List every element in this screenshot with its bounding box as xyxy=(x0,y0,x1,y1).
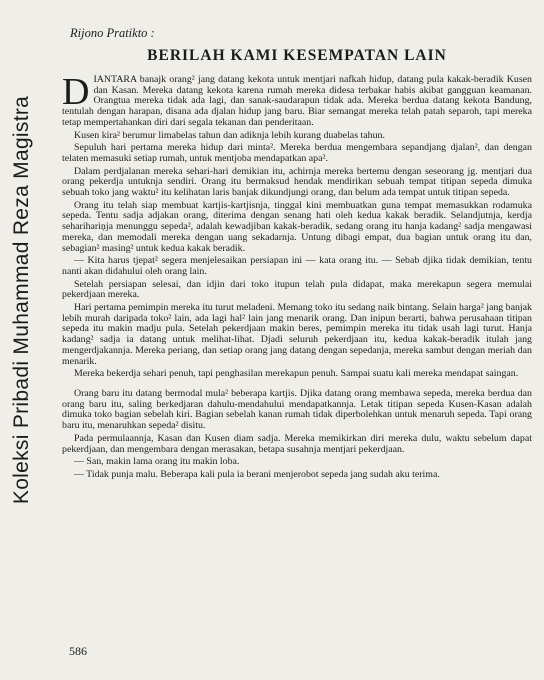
story-title: BERILAH KAMI KESEMPATAN LAIN xyxy=(147,47,447,64)
paragraph-13: — Tidak punja malu. Beberapa kali pula ia berani menjerobot sepeda jang sudah aku terima. xyxy=(74,468,440,480)
watermark-text: Koleksi Pribadi Muhammad Reza Magistra xyxy=(10,95,34,505)
paragraph-5: Orang itu telah siap membuat kartjis-kartjisnja, tinggal kini membuatkan guna tempat memasukkan rodamuka sepeda. Tentu sadja adjakan orang, diterima dengan senang hati oleh kedua kakak beradik. Selandjutnja, kerdja seharihariņja menunggu sepeda², adalah kewadjiban kakak-beradik, sedang orang itu hanja kadang² sadja mengawasi mereka, dan memodali mereka dengan uang sekadarnja. Untung dibagi empat, dua bagian untuk orang itu dan, sebagian² masing² untuk kedua kakak beradik. xyxy=(62,199,532,254)
document-page xyxy=(62,26,532,483)
paragraph-1 xyxy=(62,71,532,129)
paragraph-9: Mereka bekerdja sehari penuh, tapi penghasilan merekapun penuh. Sampai suatu kali mereka mendapat saingan. xyxy=(74,368,519,380)
paragraph-7: Setelah persiapan selesai, dan idjin dari toko itupun telah pula didapat, maka merekapun segera memulai pekerdjaan mereka. xyxy=(62,278,532,301)
paragraph-10: Orang baru itu datang bermodal mula² beberapa kartjis. Djika datang orang membawa sepeda, mereka berdua dan orang baru itu, saling berkedjaran dahulu-mendahului mendapatkannja. Letak titipan sepeda Kusen-Kasan adalah dimuka toko bagian sebelah kiri. Bagian sebelah kanan rumah tidak diperbolehkan untuk menaruh sepeda. Tapi orang baru itu, menaruhkan sepeda² disitu. xyxy=(62,387,532,432)
paragraph-1-text: IANTARA banajk orang² jang datang kekota untuk mentjari nafkah hidup, datang pula kakak-beradik Kusen dan Kasan. Mereka datang kekota karena rumah mereka didesa terbakar habis akibat gangguan keamanan. Orangtua mereka tidak ada lagi, dan sanak-saudarapun tidak ada. Mereka berdua datang kekota Bandung, tentulah dengan harapan, disana ada djalan hidup jang baru. Biar semangat mereka telah patah separoh, tapi mereka tetap mempertahankan diri dari segala tekanan dan penderitaan. xyxy=(62,74,532,128)
paragraph-2: Kusen kira² berumur limabelas tahun dan adiknja lebih kurang duabelas tahun. xyxy=(74,129,385,141)
paragraph-8: Hari pertama pemimpin mereka itu turut meladeni. Memang toko itu sedang naik bintang. Selain harga² jang banjak lebih murah daripada toko² lain, ada lagi hal² lain jang menarik orang. Dan inipun berarti, bahwa perusahaan titipan sepeda itu makin madju pula. Setelah pekerdjaan makin beres, pemimpin mereka itu tidak usah lagi turut. Hanja kadang² sadja ia datang untuk melihat-lihat. Djadi seluruh pekerdjaan itu, kedua kakak-beradik itulah jang mengerdjakannja. Mereka periang, dan setiap orang jang datang dengan sepedanja, mereka sambut dengan meriah dan menarik. xyxy=(62,302,532,367)
paragraph-3: Sepuluh hari pertama mereka hidup dari minta². Mereka berdua mengembara sepandjang djalan², dan dengan telaten memasuki setiap rumah, untuk mentjoba mendapatkan apa². xyxy=(62,142,532,164)
watermark xyxy=(4,20,40,580)
drop-cap: D xyxy=(62,71,90,113)
paragraph-6: — Kita harus tjepat² segera menjelesaikan persiapan ini — kata orang itu. — Sebab djika tidak demikian, tentu nanti akan didahului oleh orang lain. xyxy=(62,255,532,277)
paragraph-4: Dalam perdjalanan mereka sehari-hari demikian itu, achirnja mereka bertemu dengan seseorang jg. mentjari dua orang pekerdja untuknja sendiri. Orang itu bermaksud hendak mendirikan sebuah tempat titipan sepeda dimuka sebuah toko jang waktu² itu kelihatan laris banjak dikundjungi orang, dan belum ada tempat untuk titipan sepeda. xyxy=(62,165,532,199)
author-name: Rijono Pratikto : xyxy=(70,26,155,40)
page-number: 586 xyxy=(69,644,87,658)
paragraph-12: — San, makin lama orang itu makin loba. xyxy=(74,456,240,468)
story-body xyxy=(62,71,532,481)
paragraph-11: Pada permulaannja, Kasan dan Kusen diam sadja. Mereka memikirkan diri mereka dulu, waktu sebelum dapat pekerdjaan, dan mengembara dengan merasakan, betapa susahnja mentjari pekerdjaan. xyxy=(62,432,532,455)
